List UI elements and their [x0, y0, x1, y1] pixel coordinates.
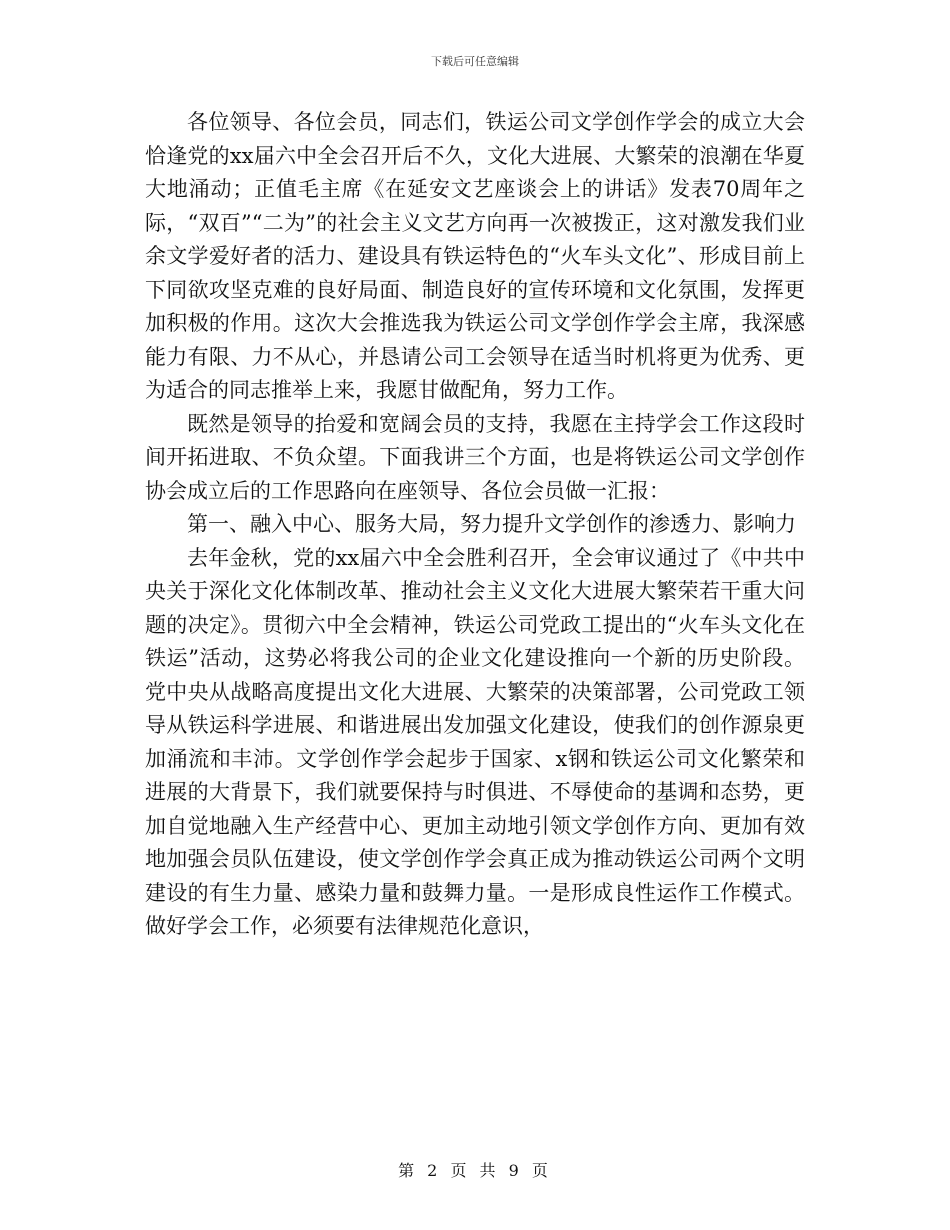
section-heading-first: 第一、融入中心、服务大局，努力提升文学创作的渗透力、影响力: [187, 512, 796, 536]
paragraph-section-one-body: 去年金秋，党的xx届六中全会胜利召开，全会审议通过了《中共中央关于深化文化体制改革、推动社会主义文化大进展大繁荣若干重大问题的决定》。贯彻六中全会精神，铁运公司党政工提出的“火车头文化在铁运”活动，这势必将我公司的企业文化建设推向一个新的历史阶段。党中央从战略高度提出文化大进展、大繁荣的决策部署，公司党政工领导从铁运科学进展、和谐进展出发加强文化建设，使我们的创作源泉更加涌流和丰沛。文学创作学会起步于国家、x钢和铁运公司文化繁荣和进展的大背景下，我们就要保持与时俱进、不辱使命的基调和态势，更加自觉地融入生产经营中心、更加主动地引领文学创作方向、更加有效地加强会员队伍建设，使文学创作学会真正成为推动铁运公司两个文明建设的有生力量、感染力量和鼓舞力量。一是形成良性运作工作模式。做好学会工作，必须要有法律规范化意识，: [145, 545, 805, 938]
document-body: [145, 106, 805, 944]
page-header-note: 下载后可任意编辑: [431, 55, 519, 68]
paragraph-opening: 各位领导、各位会员，同志们，铁运公司文学创作学会的成立大会恰逢党的xx届六中全会召开后不久，文化大进展、大繁荣的浪潮在华夏大地涌动；正值毛主席《在延安文艺座谈会上的讲话》发表70周年之际，“双百”“二为”的社会主义文艺方向再一次被拨正，这对激发我们业余文学爱好者的活力、建设具有铁运特色的“火车头文化”、形成目前上下同欲攻坚克难的良好局面、制造良好的宣传环境和文化氛围，发挥更加积极的作用。这次大会推选我为铁运公司文学创作学会主席，我深感能力有限、力不从心，并恳请公司工会领导在适当时机将更为优秀、更为适合的同志推举上来，我愿甘做配角，努力工作。: [145, 110, 805, 402]
page-number-footer: 第 2 页 共 9 页: [398, 1161, 552, 1180]
paragraph-report-intro: 既然是领导的抬爱和宽阔会员的支持，我愿在主持学会工作这段时间开拓进取、不负众望。下面我讲三个方面，也是将铁运公司文学创作协会成立后的工作思路向在座领导、各位会员做一汇报：: [145, 411, 805, 503]
